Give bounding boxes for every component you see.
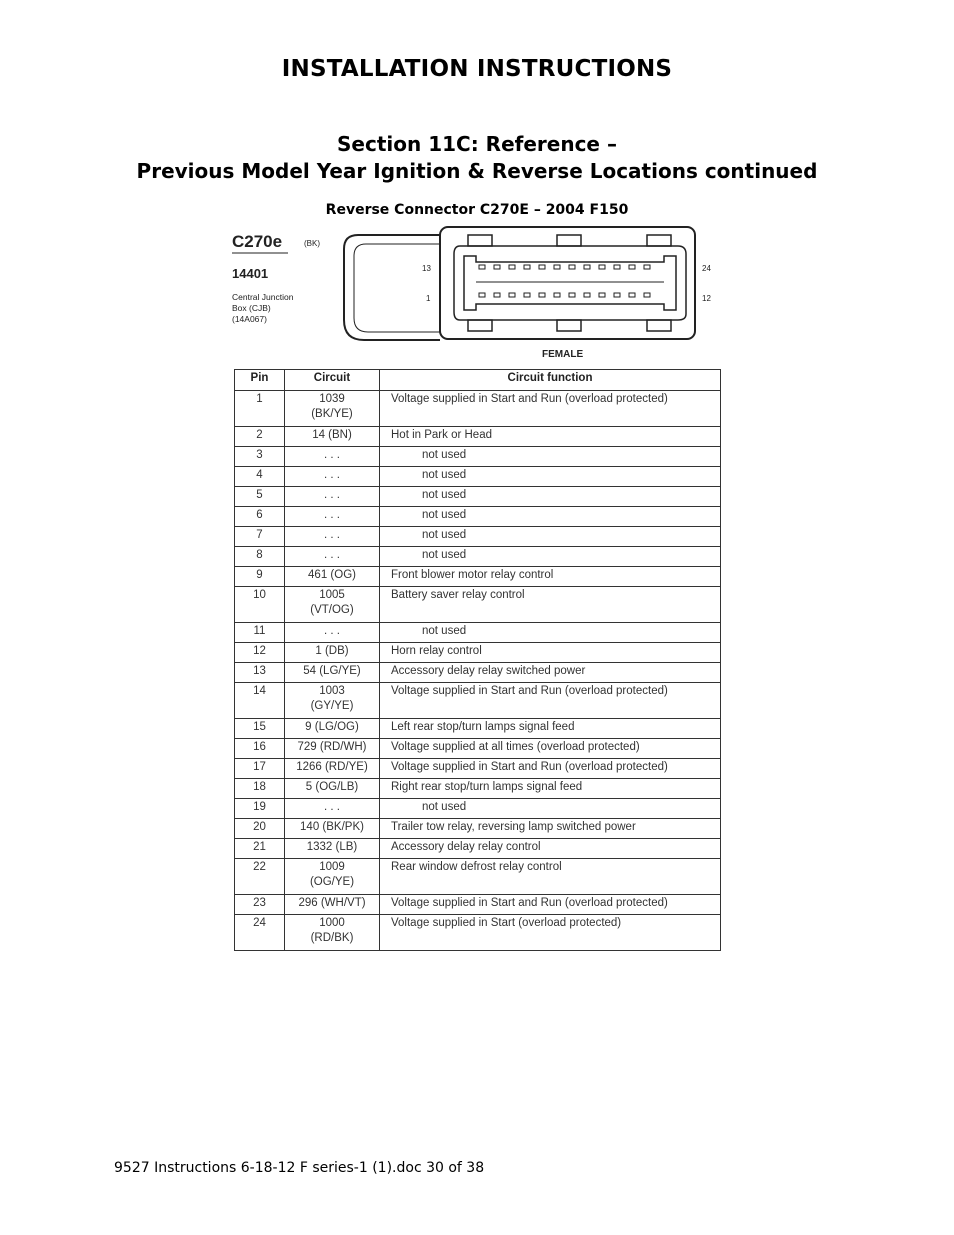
pin-slot	[479, 265, 485, 269]
pin-slot	[554, 265, 560, 269]
circuit-cell: 1 (DB)	[285, 643, 380, 663]
table-row	[235, 895, 721, 915]
function-cell: not used	[380, 487, 721, 507]
table-row	[235, 587, 721, 623]
table-row	[235, 663, 721, 683]
circuit-cell: . . .	[285, 799, 380, 819]
connector-gender: FEMALE	[542, 349, 584, 360]
table-row	[235, 915, 721, 951]
function-cell: Voltage supplied at all times (overload protected)	[380, 739, 721, 759]
function-cell: Battery saver relay control	[380, 587, 721, 623]
table-row	[235, 427, 721, 447]
pin-label-1: 1	[426, 294, 431, 303]
pin-slot	[599, 293, 605, 297]
pin-slot	[509, 293, 515, 297]
circuit-cell: 14 (BN)	[285, 427, 380, 447]
pin-slot	[539, 293, 545, 297]
circuit-cell: 140 (BK/PK)	[285, 819, 380, 839]
function-cell: Voltage supplied in Start and Run (overload protected)	[380, 391, 721, 427]
function-cell: Right rear stop/turn lamps signal feed	[380, 779, 721, 799]
circuit-cell: . . .	[285, 467, 380, 487]
pin-slot	[524, 293, 530, 297]
function-cell: Accessory delay relay control	[380, 839, 721, 859]
function-cell: Rear window defrost relay control	[380, 859, 721, 895]
pin-slot	[584, 265, 590, 269]
circuit-cell: 1005 (VT/OG)	[285, 587, 380, 623]
pin-cell: 13	[235, 663, 285, 683]
function-cell: Voltage supplied in Start and Run (overload protected)	[380, 683, 721, 719]
circuit-cell: 1000 (RD/BK)	[285, 915, 380, 951]
function-cell: not used	[380, 467, 721, 487]
table-row	[235, 507, 721, 527]
table-row	[235, 839, 721, 859]
pin-slot	[569, 293, 575, 297]
pin-slot	[494, 293, 500, 297]
pin-slot	[644, 293, 650, 297]
pin-cell: 10	[235, 587, 285, 623]
pin-cell: 11	[235, 623, 285, 643]
pin-cell: 6	[235, 507, 285, 527]
page-title: INSTALLATION INSTRUCTIONS	[281, 56, 673, 82]
connector-cavity	[454, 246, 686, 320]
table-row	[235, 799, 721, 819]
pin-slot	[479, 293, 485, 297]
connector-name: C270e	[232, 232, 283, 251]
section-subheading: Previous Model Year Ignition & Reverse Locations continued	[136, 159, 818, 183]
circuit-cell: 5 (OG/LB)	[285, 779, 380, 799]
pin-cell: 16	[235, 739, 285, 759]
function-cell: not used	[380, 799, 721, 819]
function-cell: not used	[380, 447, 721, 467]
circuit-cell: 9 (LG/OG)	[285, 719, 380, 739]
function-cell: Accessory delay relay switched power	[380, 663, 721, 683]
pin-cell: 17	[235, 759, 285, 779]
circuit-cell: 1266 (RD/YE)	[285, 759, 380, 779]
location-line-3: (14A067)	[232, 314, 267, 324]
table-header-row	[235, 370, 721, 391]
pin-cell: 18	[235, 779, 285, 799]
pin-cell: 3	[235, 447, 285, 467]
part-number: 14401	[232, 266, 269, 281]
table-row	[235, 643, 721, 663]
table-row	[235, 759, 721, 779]
location-line-2: Box (CJB)	[232, 303, 271, 313]
table-row	[235, 447, 721, 467]
table-row	[235, 391, 721, 427]
function-cell: not used	[380, 507, 721, 527]
connector-diagram	[226, 222, 726, 364]
pin-cell: 22	[235, 859, 285, 895]
table-row	[235, 623, 721, 643]
function-cell: Trailer tow relay, reversing lamp switched power	[380, 819, 721, 839]
pin-table	[234, 369, 721, 951]
pin-cell: 21	[235, 839, 285, 859]
pin-slots	[479, 265, 650, 297]
pin-slot	[584, 293, 590, 297]
circuit-cell: . . .	[285, 507, 380, 527]
circuit-header: Circuit	[285, 370, 380, 391]
circuit-cell: . . .	[285, 623, 380, 643]
function-cell: Voltage supplied in Start (overload protected)	[380, 915, 721, 951]
connector-color-code: (BK)	[304, 239, 320, 248]
function-cell: Voltage supplied in Start and Run (overload protected)	[380, 895, 721, 915]
table-row	[235, 487, 721, 507]
table-row	[235, 567, 721, 587]
page-footer: 9527 Instructions 6-18-12 F series-1 (1).doc 30 of 38	[114, 1160, 485, 1176]
pin-cell: 4	[235, 467, 285, 487]
figure-caption: Reverse Connector C270E – 2004 F150	[325, 202, 629, 218]
pin-cell: 1	[235, 391, 285, 427]
pin-slot	[614, 293, 620, 297]
pin-slot	[599, 265, 605, 269]
pin-cell: 7	[235, 527, 285, 547]
function-cell: not used	[380, 547, 721, 567]
pin-cell: 9	[235, 567, 285, 587]
circuit-cell: 461 (OG)	[285, 567, 380, 587]
pin-label-24: 24	[702, 264, 711, 273]
pin-slot	[644, 265, 650, 269]
pin-slot	[524, 265, 530, 269]
pin-slot	[509, 265, 515, 269]
table-row	[235, 739, 721, 759]
pin-cell: 19	[235, 799, 285, 819]
location-line-1: Central Junction	[232, 292, 294, 302]
pin-cell: 2	[235, 427, 285, 447]
circuit-cell: . . .	[285, 447, 380, 467]
table-row	[235, 527, 721, 547]
circuit-cell: . . .	[285, 527, 380, 547]
pin-cell: 20	[235, 819, 285, 839]
pin-cell: 14	[235, 683, 285, 719]
pin-slot	[629, 265, 635, 269]
circuit-cell: . . .	[285, 547, 380, 567]
connector-latch	[344, 235, 440, 340]
pin-cell: 5	[235, 487, 285, 507]
pin-cell: 12	[235, 643, 285, 663]
pin-cell: 15	[235, 719, 285, 739]
pin-label-12: 12	[702, 294, 711, 303]
circuit-cell: 54 (LG/YE)	[285, 663, 380, 683]
function-cell: Hot in Park or Head	[380, 427, 721, 447]
function-cell: not used	[380, 527, 721, 547]
circuit-cell: 1039 (BK/YE)	[285, 391, 380, 427]
pin-cell: 24	[235, 915, 285, 951]
pin-header: Pin	[235, 370, 285, 391]
pin-cell: 8	[235, 547, 285, 567]
function-cell: not used	[380, 623, 721, 643]
pin-slot	[614, 265, 620, 269]
table-row	[235, 547, 721, 567]
function-cell: Left rear stop/turn lamps signal feed	[380, 719, 721, 739]
function-header: Circuit function	[380, 370, 721, 391]
function-cell: Horn relay control	[380, 643, 721, 663]
pin-slot	[494, 265, 500, 269]
circuit-cell: 1009 (OG/YE)	[285, 859, 380, 895]
pin-cell: 23	[235, 895, 285, 915]
circuit-cell: 296 (WH/VT)	[285, 895, 380, 915]
pin-slot	[569, 265, 575, 269]
pin-slot	[539, 265, 545, 269]
pin-slot	[629, 293, 635, 297]
pin-slot	[554, 293, 560, 297]
function-cell: Voltage supplied in Start and Run (overload protected)	[380, 759, 721, 779]
table-row	[235, 819, 721, 839]
table-row	[235, 683, 721, 719]
circuit-cell: 1003 (GY/YE)	[285, 683, 380, 719]
circuit-cell: 729 (RD/WH)	[285, 739, 380, 759]
table-row	[235, 859, 721, 895]
table-row	[235, 467, 721, 487]
section-heading: Section 11C: Reference –	[337, 132, 617, 156]
circuit-cell: 1332 (LB)	[285, 839, 380, 859]
table-row	[235, 719, 721, 739]
pin-label-13: 13	[422, 264, 431, 273]
circuit-cell: . . .	[285, 487, 380, 507]
function-cell: Front blower motor relay control	[380, 567, 721, 587]
table-row	[235, 779, 721, 799]
